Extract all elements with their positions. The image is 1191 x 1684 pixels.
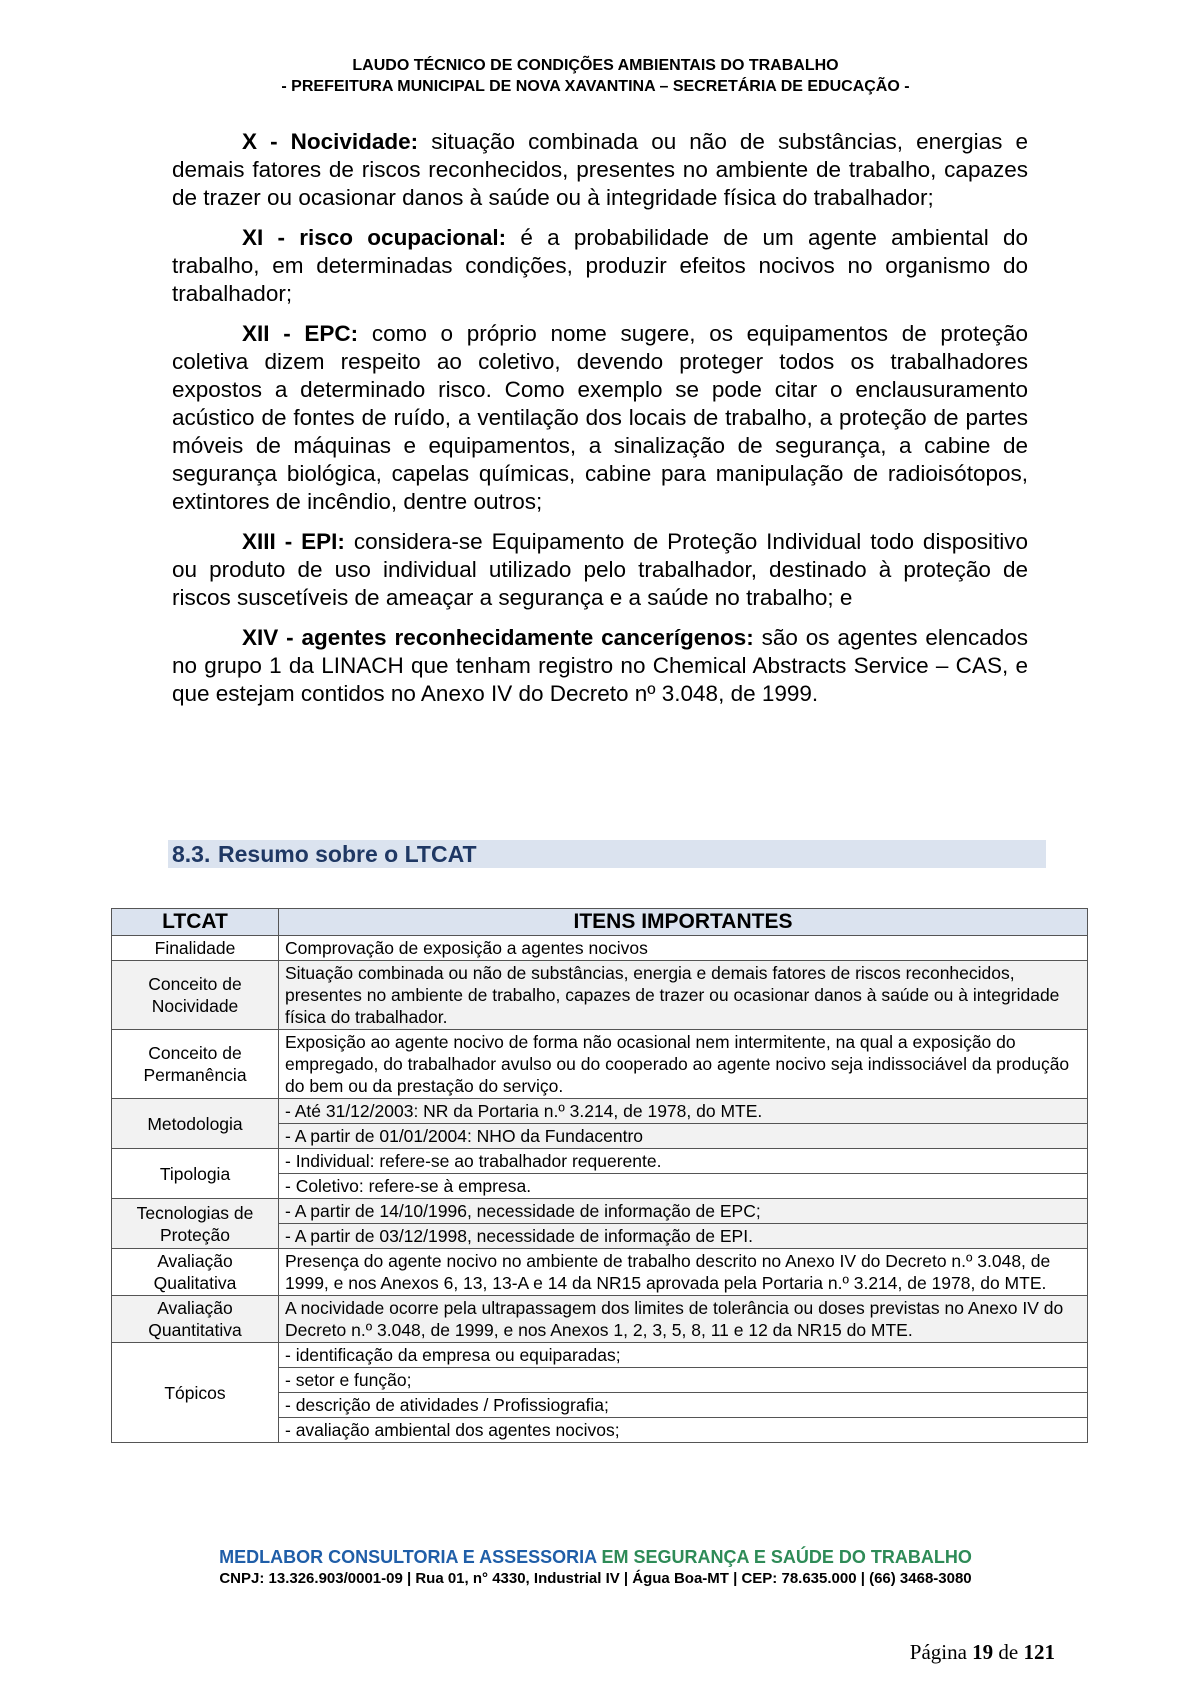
header-subtitle: - PREFEITURA MUNICIPAL DE NOVA XAVANTINA – SECRETÁRIA DE EDUCAÇÃO -: [281, 78, 910, 95]
section-heading: [168, 840, 1046, 868]
table-header-items: ITENS IMPORTANTES: [279, 909, 1088, 936]
page-number: [910, 1640, 1055, 1665]
table-header-row: [112, 909, 1088, 936]
row-item: - A partir de 01/01/2004: NHO da Fundacentro: [279, 1124, 1088, 1149]
table-row: [112, 1030, 1088, 1099]
row-item: - descrição de atividades / Profissiografia;: [279, 1393, 1088, 1418]
definition-term: XIV - agentes reconhecidamente cancerígenos:: [242, 625, 754, 650]
definition-paragraph: [172, 528, 1028, 612]
table-row: [112, 1296, 1088, 1343]
definition-text: situação combinada ou não de substâncias, energias e demais fatores de riscos reconhecidos, presentes no ambiente de trabalho, capazes de trazer ou ocasionar danos à saúde ou à integridade física do trabalhador;: [172, 129, 1028, 210]
definitions-body: [172, 128, 1028, 720]
row-label: Avaliação Qualitativa: [112, 1249, 279, 1296]
footer-company-name: MEDLABOR CONSULTORIA E ASSESSORIA: [219, 1547, 597, 1567]
table-row: [112, 936, 1088, 961]
page-total: 121: [1023, 1640, 1055, 1664]
row-item: - identificação da empresa ou equiparadas;: [279, 1343, 1088, 1368]
document-header: [0, 55, 1191, 97]
row-item: - A partir de 14/10/1996, necessidade de informação de EPC;: [279, 1199, 1088, 1224]
row-item: - avaliação ambiental dos agentes nocivos;: [279, 1418, 1088, 1443]
page-current: 19: [972, 1640, 994, 1664]
page-middle: de: [993, 1640, 1024, 1664]
table-row: [112, 1343, 1088, 1368]
row-label: Tipologia: [112, 1149, 279, 1199]
table-header-ltcat: LTCAT: [112, 909, 279, 936]
definition-text: são os agentes elencados no grupo 1 da LINACH que tenham registro no Chemical Abstracts Service – CAS, e que estejam contidos no Anexo IV do Decreto nº 3.048, de 1999.: [172, 625, 1028, 706]
footer-company-tagline: EM SEGURANÇA E SAÚDE DO TRABALHO: [596, 1547, 972, 1567]
page-prefix: Página: [909, 1640, 973, 1664]
table-row: [112, 1249, 1088, 1296]
row-item: Exposição ao agente nocivo de forma não ocasional nem intermitente, na qual a exposição do empregado, do trabalhador avulso ou do cooperado ao agente nocivo seja indissociável da produção do bem ou da prestação do serviço.: [279, 1030, 1088, 1099]
footer-company: [0, 1545, 1191, 1569]
ltcat-summary-table: [111, 908, 1088, 1443]
table-row: [112, 1199, 1088, 1224]
row-label: Conceito de Permanência: [112, 1030, 279, 1099]
definition-paragraph: [172, 624, 1028, 708]
definition-paragraph: [172, 128, 1028, 212]
row-item: - Coletivo: refere-se à empresa.: [279, 1174, 1088, 1199]
definition-term: X - Nocividade:: [242, 129, 419, 154]
row-item: - setor e função;: [279, 1368, 1088, 1393]
definition-paragraph: [172, 224, 1028, 308]
row-label: Conceito de Nocividade: [112, 961, 279, 1030]
row-label: Tópicos: [112, 1343, 279, 1443]
row-label: Tecnologias de Proteção: [112, 1199, 279, 1249]
definition-text: como o próprio nome sugere, os equipamentos de proteção coletiva dizem respeito ao coletivo, devendo proteger todos os trabalhadores expostos a determinado risco. Como exemplo se pode citar o enclausuramento acústico de fontes de ruído, a ventilação dos locais de trabalho, a proteção de partes móveis de máquinas e equipamentos, a sinalização de segurança, a cabine de segurança biológica, capelas químicas, cabine para manipulação de radioisótopos, extintores de incêndio, dentre outros;: [172, 321, 1028, 514]
row-item: - A partir de 03/12/1998, necessidade de informação de EPI.: [279, 1224, 1088, 1249]
table-row: [112, 1099, 1088, 1124]
row-label: Finalidade: [112, 936, 279, 961]
row-item: - Individual: refere-se ao trabalhador requerente.: [279, 1149, 1088, 1174]
row-label: Metodologia: [112, 1099, 279, 1149]
definition-term: XI - risco ocupacional:: [242, 225, 507, 250]
section-title: Resumo sobre o LTCAT: [218, 841, 477, 867]
header-title: LAUDO TÉCNICO DE CONDIÇÕES AMBIENTAIS DO TRABALHO: [352, 57, 839, 74]
row-item: Comprovação de exposição a agentes nocivos: [279, 936, 1088, 961]
row-item: - Até 31/12/2003: NR da Portaria n.º 3.214, de 1978, do MTE.: [279, 1099, 1088, 1124]
footer-contact: CNPJ: 13.326.903/0001-09 | Rua 01, n° 4330, Industrial IV | Água Boa-MT | CEP: 78.635.000 | (66) 3468-3080: [219, 1570, 972, 1587]
table-row: [112, 1149, 1088, 1174]
definition-term: XII - EPC:: [242, 321, 359, 346]
definition-text: considera-se Equipamento de Proteção Individual todo dispositivo ou produto de uso individual utilizado pelo trabalhador, destinado à proteção de riscos suscetíveis de ameaçar a segurança e a saúde no trabalho; e: [172, 529, 1028, 610]
row-item: Presença do agente nocivo no ambiente de trabalho descrito no Anexo IV do Decreto n.º 3.048, de 1999, e nos Anexos 6, 13, 13-A e 14 da NR15 aprovada pela Portaria n.º 3.214, de 1978, do MTE.: [279, 1249, 1088, 1296]
row-item: Situação combinada ou não de substâncias, energia e demais fatores de riscos reconhecidos, presentes no ambiente de trabalho, capazes de trazer ou ocasionar danos à saúde ou à integridade física do trabalhador.: [279, 961, 1088, 1030]
row-label: Avaliação Quantitativa: [112, 1296, 279, 1343]
definition-paragraph: [172, 320, 1028, 516]
table-row: [112, 961, 1088, 1030]
document-footer: [0, 1545, 1191, 1589]
definition-term: XIII - EPI:: [242, 529, 345, 554]
definition-text: é a probabilidade de um agente ambiental do trabalho, em determinadas condições, produzir efeitos nocivos no organismo do trabalhador;: [172, 225, 1028, 306]
section-number: 8.3.: [172, 841, 211, 867]
row-item: A nocividade ocorre pela ultrapassagem dos limites de tolerância ou doses previstas no Anexo IV do Decreto n.º 3.048, de 1999, e nos Anexos 1, 2, 3, 5, 8, 11 e 12 da NR15 do MTE.: [279, 1296, 1088, 1343]
